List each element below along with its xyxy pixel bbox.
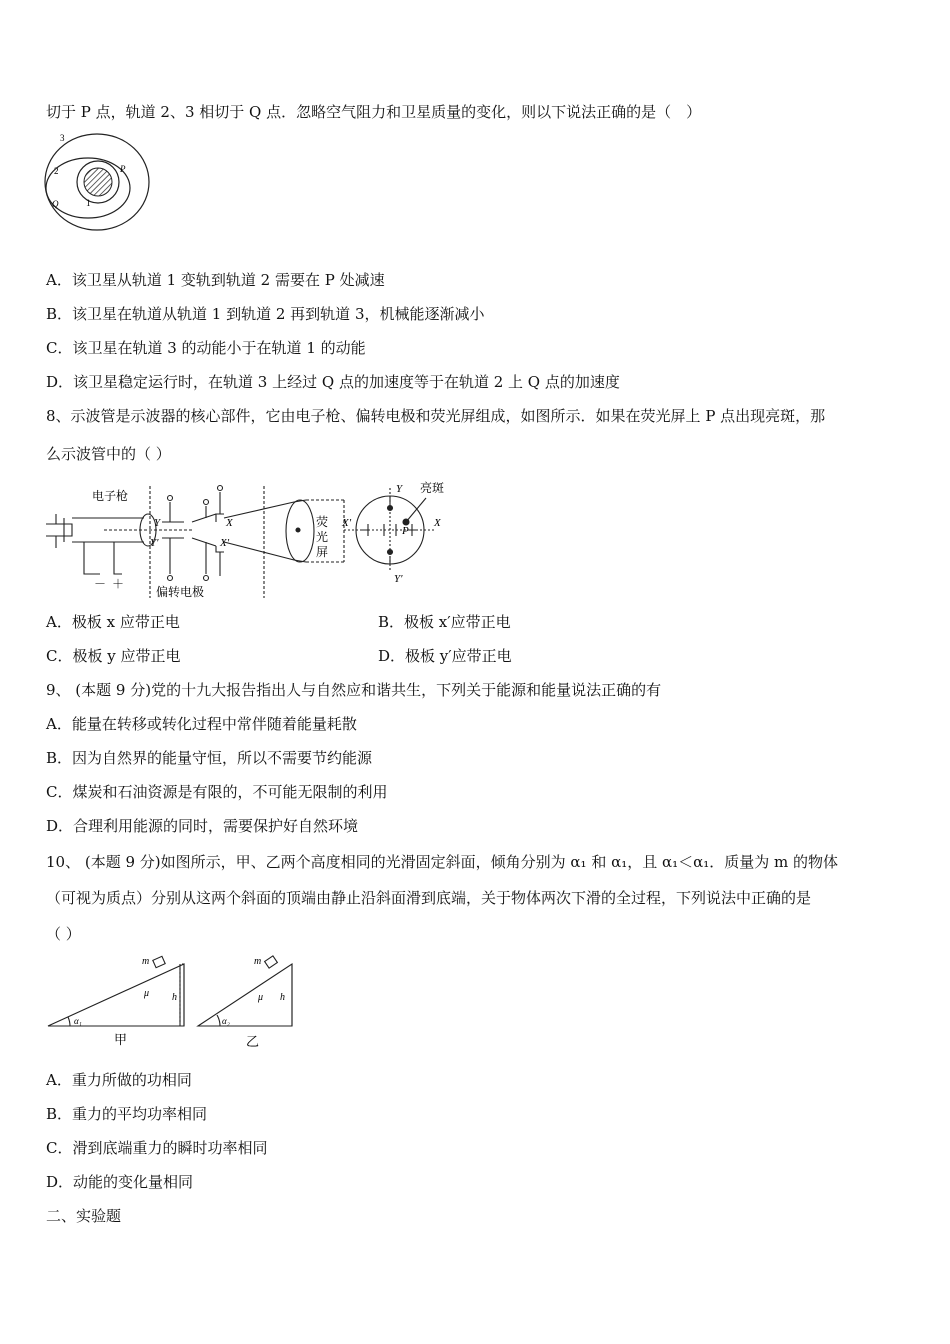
incline-right-label: 乙 <box>246 1034 260 1049</box>
screen-y2-label: Y′ <box>394 573 403 585</box>
spot-p-label: P <box>402 525 409 537</box>
incline-left-label: 甲 <box>114 1032 128 1047</box>
q10-option-b: B．重力的平均功率相同 <box>46 1105 208 1123</box>
orbit2-label: 2 <box>54 166 59 176</box>
incline-right <box>198 964 292 1026</box>
plate-y2-label: Y′ <box>150 537 159 549</box>
orbit-diagram <box>40 130 155 235</box>
q8-option-c: C．极板 y 应带正电 <box>46 647 181 665</box>
incline-left <box>48 964 184 1026</box>
plate-x-label: X <box>226 517 233 529</box>
q8-option-d: D．极板 y′应带正电 <box>378 647 512 665</box>
q7-option-a: A．该卫星从轨道 1 变轨到轨道 2 需要在 P 处减速 <box>46 271 385 289</box>
orbit3-label: 3 <box>60 133 65 143</box>
gun-label: 电子枪 <box>92 489 129 503</box>
q10-option-d: D．动能的变化量相同 <box>46 1173 194 1191</box>
screen-x-label: X <box>434 517 441 529</box>
q8-stem-line1: 8、示波管是示波器的核心部件，它由电子枪、偏转电极和荧光屏组成，如图所示．如果在荧光屏上 P 点出现亮斑，那 <box>46 407 826 425</box>
q8-stem-line2: 么示波管中的（ ） <box>46 445 171 463</box>
screen-label-2: 光 <box>316 530 329 544</box>
q9-option-d: D．合理利用能源的同时，需要保护好自然环境 <box>46 817 359 835</box>
screen-label-1: 荧 <box>316 515 329 529</box>
q9-option-c: C．煤炭和石油资源是有限的，不可能无限制的利用 <box>46 783 388 801</box>
q7-option-c: C．该卫星在轨道 3 的动能小于在轨道 1 的动能 <box>46 339 366 357</box>
q9-stem: 9、 (本题 9 分)党的十九大报告指出人与自然应和谐共生，下列关于能源和能量说法正确的有 <box>46 681 662 699</box>
screen-x2-label: X′ <box>342 517 352 529</box>
screen-label-3: 屏 <box>316 545 329 559</box>
section-title: 二、实验题 <box>46 1207 122 1225</box>
planet <box>84 168 112 196</box>
bright-spot-label: 亮斑 <box>420 481 445 495</box>
deflect-label: 偏转电极 <box>156 585 205 599</box>
q7-option-b: B．该卫星在轨道从轨道 1 到轨道 2 再到轨道 3，机械能逐渐减小 <box>46 305 485 323</box>
p-label: P <box>120 164 126 174</box>
screen-y-label: Y <box>396 483 403 495</box>
h-left-label: h <box>172 992 177 1003</box>
orbit1-label: 1 <box>86 198 91 208</box>
h-right-label: h <box>280 992 285 1003</box>
q8-option-b: B．极板 x′应带正电 <box>378 613 511 631</box>
mu-left-label: μ <box>144 988 150 999</box>
minus-label: － <box>94 577 107 591</box>
plate-y-label: Y <box>154 517 161 529</box>
q10-stem-line3: （ ） <box>46 925 81 943</box>
q10-stem-line1: 10、 (本题 9 分)如图所示，甲、乙两个高度相同的光滑固定斜面，倾角分别为 α₁ 和 α₁，且 α₁＜α₁．质量为 m 的物体 <box>46 853 839 871</box>
plate-x2-label: X′ <box>220 537 230 549</box>
q7-intro: 切于 P 点，轨道 2、3 相切于 Q 点．忽略空气阻力和卫星质量的变化，则以下说法正确的是（ ） <box>46 103 702 121</box>
q8-option-a: A．极板 x 应带正电 <box>46 613 180 631</box>
q10-stem-line2: （可视为质点）分别从这两个斜面的顶端由静止沿斜面滑到底端，关于物体两次下滑的全过程，下列说法中正确的是 <box>46 889 812 907</box>
q7-option-d: D．该卫星稳定运行时，在轨道 3 上经过 Q 点的加速度等于在轨道 2 上 Q 点的加速度 <box>46 373 620 391</box>
q9-option-b: B．因为自然界的能量守恒，所以不需要节约能源 <box>46 749 373 767</box>
mu-right-label: μ <box>258 992 264 1003</box>
q10-option-c: C．滑到底端重力的瞬时功率相同 <box>46 1139 268 1157</box>
alpha1-label: α₁ <box>74 1016 82 1026</box>
oscilloscope-diagram <box>44 478 454 603</box>
plus-label: ＋ <box>112 577 125 591</box>
q10-option-a: A．重力所做的功相同 <box>46 1071 192 1089</box>
incline-diagram <box>44 954 309 1050</box>
mass-left-label: m <box>142 956 150 967</box>
alpha2-label: α₂ <box>222 1016 230 1026</box>
q-label: Q <box>52 199 59 209</box>
q9-option-a: A．能量在转移或转化过程中常伴随着能量耗散 <box>46 715 357 733</box>
mass-right-label: m <box>254 956 262 967</box>
